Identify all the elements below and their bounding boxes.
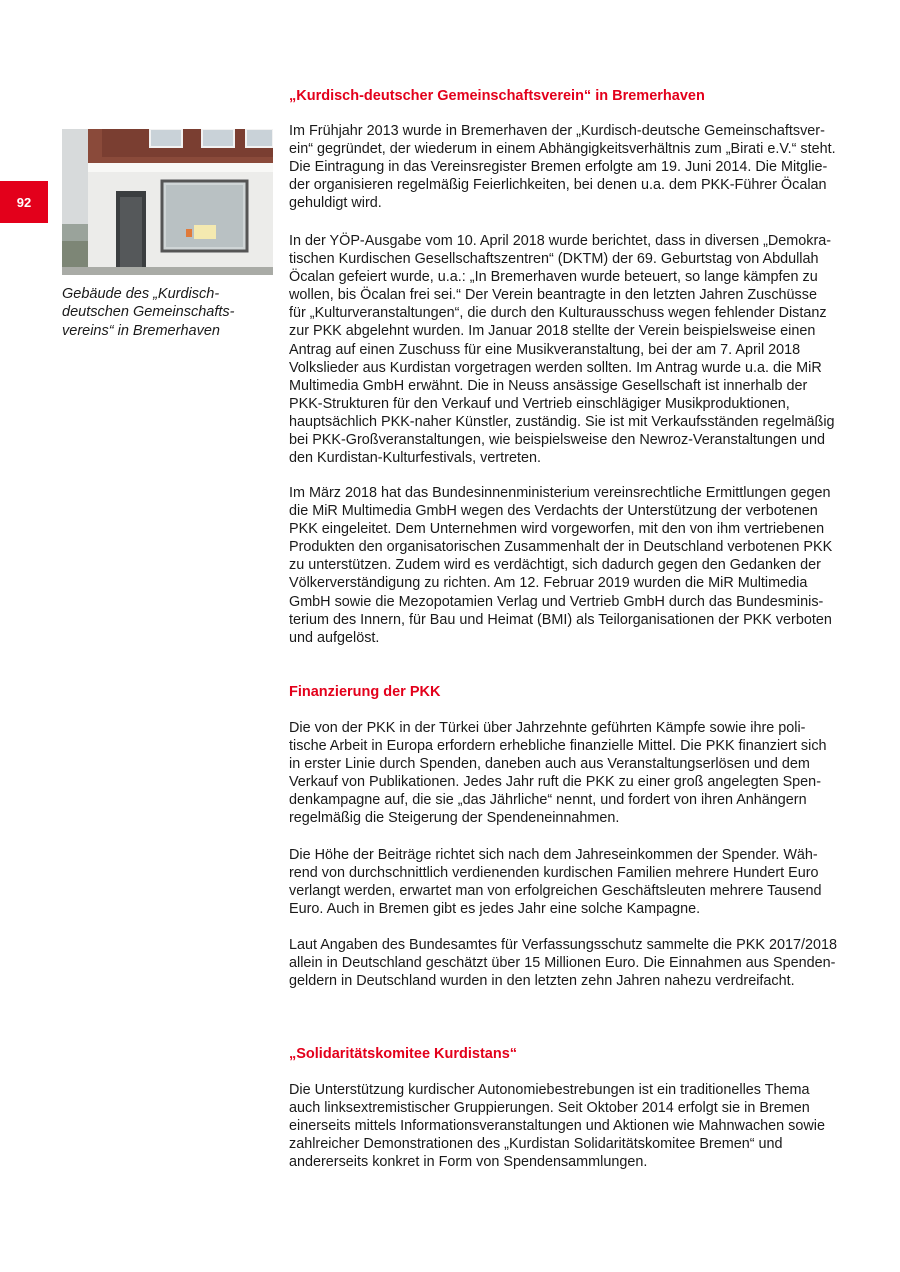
- photo-caption: Gebäude des „Kurdisch-deutschen Gemeinschafts-vereins“ in Bremerhaven: [62, 286, 235, 339]
- section-heading: Finanzierung der PKK: [289, 684, 441, 700]
- building-photo-illustration: [62, 129, 273, 275]
- building-photo: [62, 129, 273, 275]
- page-number: 92: [16, 194, 32, 210]
- section-heading: „Solidaritätskomitee Kurdistans“: [289, 1046, 518, 1062]
- paragraph: In der YÖP-Ausgabe vom 10. April 2018 wurde berichtet, dass in diversen „Demokra-tischen Kurdischen Gesellschaftszentren“ (DKTM) der 69. Geburtstag von Abdullah Öcalan gefeiert wurde, u.a.: „In Bremerhaven wurde beteuert, so lange kämpfen zu wollen, bis Öcalan frei sei.“ Der Verein beantragte in den letzten Jahren Zuschüsse für „Kulturveranstaltungen“, die durch den Kulturausschuss wegen fehlender Distanz zur PKK abgelehnt wurden. Im Januar 2018 stellte der Verein beispielsweise einen Antrag auf einen Zuschuss für eine Musikveranstaltung, bei der am 7. April 2018 Volkslieder aus Kurdistan vorgetragen werden sollten. Im Antrag wurde u.a. die MiR Multimedia GmbH erwähnt. Die in Neuss ansässige Gesellschaft ist innerhalb der PKK-Strukturen für den Verkauf und Vertrieb einschlägiger Musikproduktionen, hauptsächlich PKK-naher Künstler, zuständig. Sie ist mit Verkaufsständen regelmäßig bei PKK-Großveranstaltungen, wie beispielsweise den Newroz-Veranstaltungen und den Kurdistan-Kulturfestivals, vertreten.: [289, 233, 835, 467]
- paragraph: Die Unterstützung kurdischer Autonomiebestrebungen ist ein traditionelles Thema auch linksextremistischer Gruppierungen. Seit Oktober 2014 erfolgt sie in Bremen einerseits mittels Informationsveranstaltungen und Aktionen wie Mahnwachen sowie zahlreicher Demonstrationen des „Kurdistan Solidaritätskomitee Bremen“ und andererseits konkret in Form von Spendensammlungen.: [289, 1082, 825, 1171]
- paragraph: Die von der PKK in der Türkei über Jahrzehnte geführten Kämpfe sowie ihre poli-tische Arbeit in Europa erfordern erhebliche finanzielle Mittel. Die PKK finanziert sich in erster Linie durch Spenden, daneben auch aus Veranstaltungserlösen und dem Verkauf von Publikationen. Jedes Jahr ruft die PKK zu einer groß angelegten Spen-denkampagne auf, die sie „das Jährliche“ nennt, und fordert von ihren Anhängern regelmäßig die Steigerung der Spendeneinnahmen.: [289, 720, 827, 827]
- paragraph: Laut Angaben des Bundesamtes für Verfassungsschutz sammelte die PKK 2017/2018 allein in Deutschland geschätzt über 15 Millionen Euro. Die Einnahmen aus Spenden-geldern in Deutschland wurden in den letzten zehn Jahren nahezu verdreifacht.: [289, 937, 837, 990]
- paragraph: Im März 2018 hat das Bundesinnenministerium vereinsrechtliche Ermittlungen gegen die MiR Multimedia GmbH wegen des Verdachts der Unterstützung der verbotenen PKK eingeleitet. Dem Unternehmen wird vorgeworfen, mit den von ihm vertriebenen Produkten den organisatorischen Zusammenhalt der in Deutschland verbotenen PKK zu unterstützen. Zudem wird es verdächtigt, sich dadurch gegen den Gedanken der Völkerverständigung zu richten. Am 12. Februar 2019 wurden die MiR Multimedia GmbH sowie die Mezopotamien Verlag und Vertrieb GmbH durch das Bundesminis-terium des Innern, für Bau und Heimat (BMI) als Teilorganisationen der PKK verboten und aufgelöst.: [289, 485, 833, 646]
- paragraph: Im Frühjahr 2013 wurde in Bremerhaven der „Kurdisch-deutsche Gemeinschaftsver-ein“ gegründet, der wiederum in einem Abhängigkeitsverhältnis zum „Birati e.V.“ steht. Die Eintragung in das Vereinsregister Bremen erfolgte am 19. Juni 2014. Die Mitglie-der organisieren regelmäßig Feierlichkeiten, bei denen u.a. dem PKK-Führer Öcalan gehuldigt wird.: [289, 123, 836, 212]
- section-heading: „Kurdisch-deutscher Gemeinschaftsverein“ in Bremerhaven: [289, 88, 705, 104]
- paragraph: Die Höhe der Beiträge richtet sich nach dem Jahreseinkommen der Spender. Wäh-rend von durchschnittlich verdienenden kurdischen Familien mehrere Hundert Euro verlangt werden, erwartet man von erfolgreichen Geschäftsleuten mehrere Tausend Euro. Auch in Bremen gibt es jedes Jahr eine solche Kampagne.: [289, 847, 822, 918]
- page-number-tab: [0, 181, 48, 223]
